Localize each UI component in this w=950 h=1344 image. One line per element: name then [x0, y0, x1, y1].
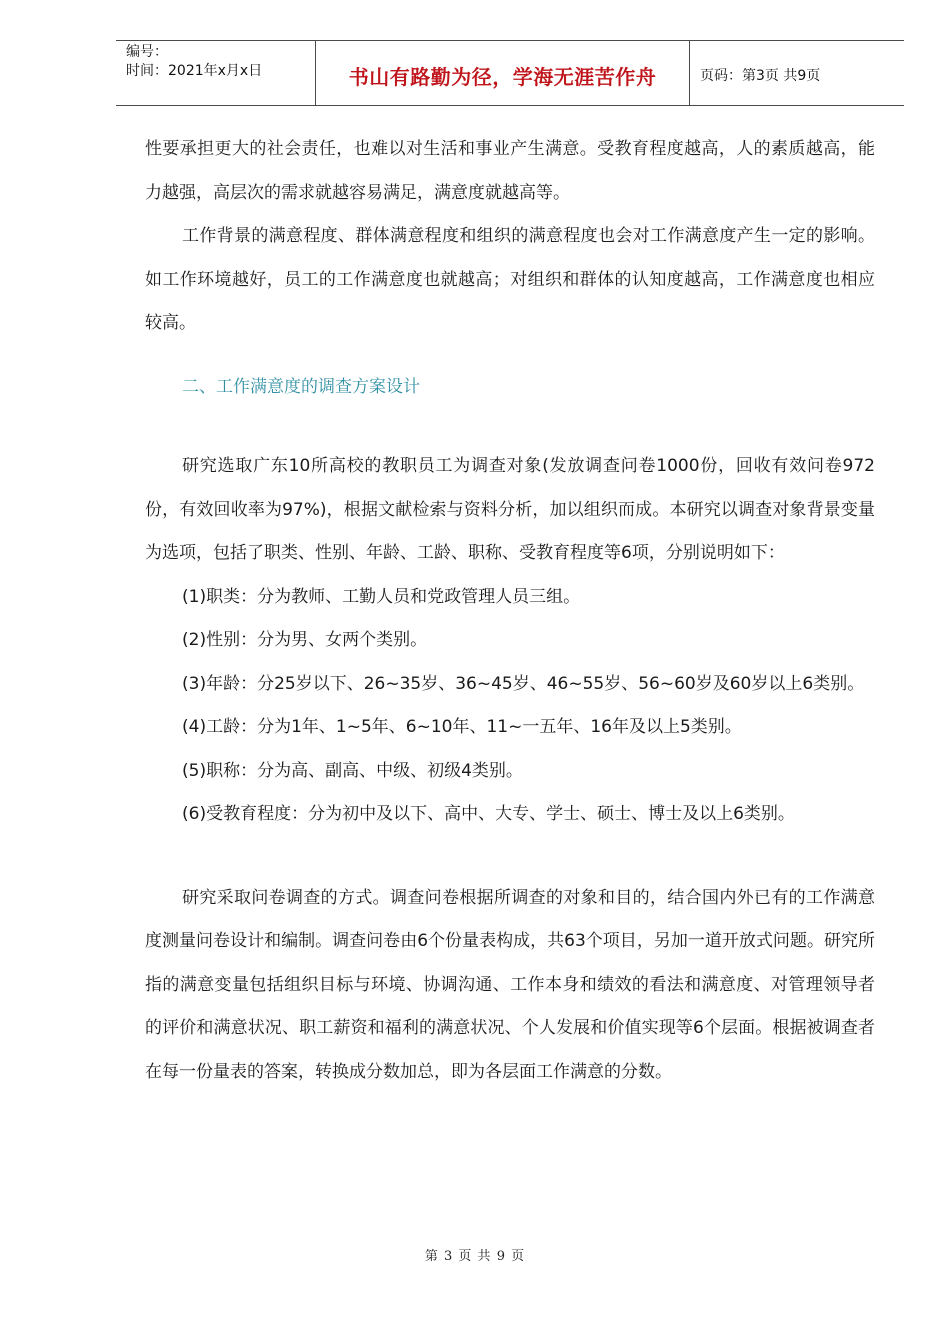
document-time-label: 时间：2021年x月x日	[126, 63, 263, 79]
list-item: (3)年龄：分25岁以下、26~35岁、36~45岁、46~55岁、56~60岁及60岁以上6类别。	[182, 673, 865, 694]
list-item: (4)工龄：分为1年、1~5年、6~10年、11~一五年、16年及以上5类别。	[182, 717, 742, 737]
header-motto: 书山有路勤为径，学海无涯苦作舟	[316, 41, 690, 105]
page-footer: 第 3 页 共 9 页	[424, 1249, 526, 1264]
page-header	[116, 40, 904, 106]
spacer	[145, 837, 875, 877]
document-number-label: 编号：	[126, 44, 168, 60]
paragraph-1: 性要承担更大的社会责任，也难以对生活和事业产生满意。受教育程度越高，人的素质越高，能力越强，高层次的需求就越容易满足，满意度就越高等。	[145, 139, 875, 203]
paragraph-3: 研究选取广东10所高校的教职员工为调查对象(发放调查问卷1000份，回收有效问卷972份，有效回收率为97%)，根据文献检索与资料分析，加以组织而成。本研究以调查对象背景变量为选项，包括了职类、性别、年龄、工龄、职称、受教育程度等6项，分别说明如下：	[145, 456, 875, 563]
list-item: (5)职称：分为高、副高、中级、初级4类别。	[182, 760, 523, 781]
document-body	[145, 128, 875, 1094]
list-item: (2)性别：分为男、女两个类别。	[182, 630, 428, 650]
spacer	[145, 346, 875, 366]
list-item: (1)职类：分为教师、工勤人员和党政管理人员三组。	[182, 586, 581, 607]
spacer	[145, 409, 875, 445]
header-meta-cell	[116, 41, 316, 105]
paragraph-4: 研究采取问卷调查的方式。调查问卷根据所调查的对象和目的，结合国内外已有的工作满意度测量问卷设计和编制。调查问卷由6个份量表构成，共63个项目，另加一道开放式问题。研究所指的满意变量包括组织目标与环境、协调沟通、工作本身和绩效的看法和满意度、对管理领导者的评价和满意状况、职工薪资和福利的满意状况、个人发展和价值实现等6个层面。根据被调查者在每一份量表的答案，转换成分数加总，即为各层面工作满意的分数。	[145, 887, 875, 1082]
section-heading: 二、工作满意度的调查方案设计	[182, 376, 420, 397]
paragraph-2: 工作背景的满意程度、群体满意程度和组织的满意程度也会对工作满意度产生一定的影响。如工作环境越好，员工的工作满意度也就越高；对组织和群体的认知度越高，工作满意度也相应较高。	[145, 226, 875, 333]
list-item: (6)受教育程度：分为初中及以下、高中、大专、学士、硕士、博士及以上6类别。	[182, 804, 795, 824]
header-page-info: 页码：第3页 共9页	[700, 68, 821, 84]
